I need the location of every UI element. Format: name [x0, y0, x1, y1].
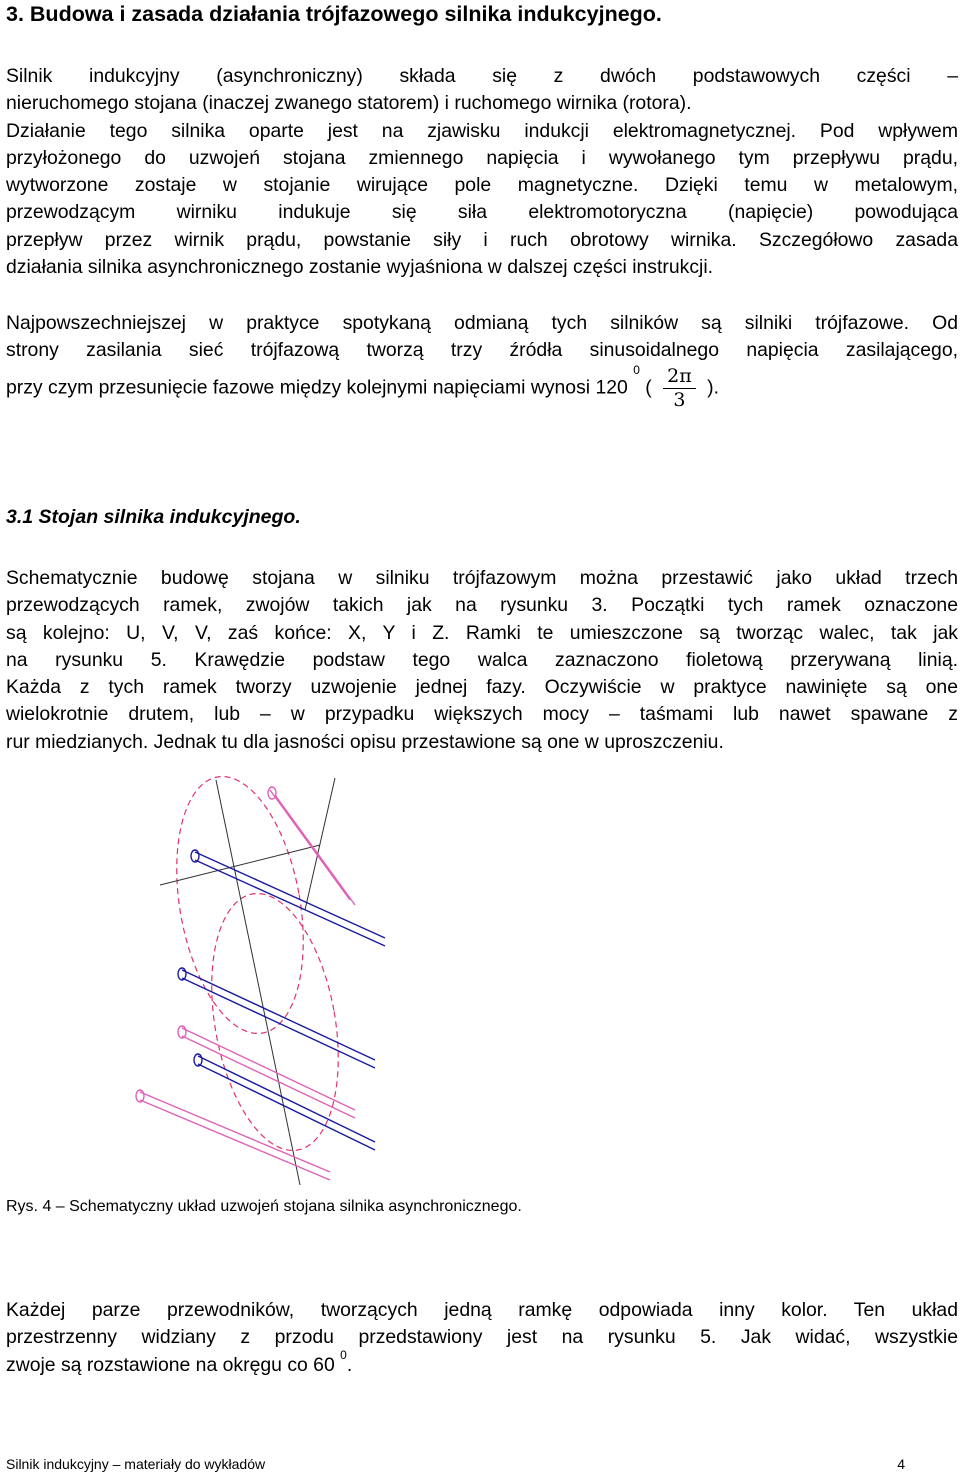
text-line: rur miedzianych. Jednak tu dla jasności opisu przestawione są one w uproszczeniu.	[6, 730, 724, 753]
conductor-pink	[140, 1100, 330, 1180]
text-line: przewodzącym wirniku indukuje się siła elektromotoryczna (napięcie) powodująca	[6, 201, 958, 224]
text-line: Każdej parze przewodników, tworzących jedną ramkę odpowiada inny kolor. Ten układ	[6, 1299, 958, 1321]
phase-shift-line	[6, 362, 958, 411]
text-line: Działanie tego silnika oparte jest na zjawisku indukcji elektromagnetycznej. Pod wpływem	[6, 119, 958, 142]
fraction-denominator: 3	[673, 388, 686, 411]
section-heading: 3. Budowa i zasada działania trójfazowego silnika indukcyjnego.	[6, 2, 662, 26]
text-line: przestrzenny widziany z przodu przedstawiony jest na rysunku 5. Jak widać, wszystkie	[6, 1326, 958, 1349]
fraction-numerator: 2π	[663, 367, 696, 389]
conductor-pink	[270, 790, 350, 900]
conductor-blue	[182, 978, 375, 1068]
text-line: na rysunku 5. Krawędzie podstaw tego walca zaznaczono fioletową przerywaną linią.	[6, 648, 958, 671]
text-line: Każda z tych ramek tworzy uzwojenie jednej fazy. Oczywiście w praktyce nawinięte są one	[6, 676, 958, 699]
conductor-pink	[182, 1036, 355, 1118]
text-line: przyłożonego do uzwojeń stojana zmiennego napięcia i wywołanego tym przepływu prądu,	[6, 146, 958, 169]
conductor-blue	[182, 970, 375, 1060]
paragraph-stator	[6, 565, 958, 756]
conductor-blue	[198, 1056, 375, 1142]
text-line: Silnik indukcyjny (asynchroniczny) składa się z dwóch podstawowych części –	[6, 65, 958, 87]
page-number: 4	[897, 1456, 905, 1472]
text-line: przewodzących ramek, zwojów takich jak na rysunku 3. Początki tych ramek oznaczone	[6, 594, 958, 617]
text-line: strony zasilania sieć trójfazową tworzą trzy źródła sinusoidalnego napięcia zasilającego,	[6, 339, 958, 362]
text-line: zwoje są rozstawione na okręgu co 60	[6, 1353, 335, 1376]
text-line: działania silnika asynchronicznego zostanie wyjaśniona w dalszej części instrukcji.	[6, 256, 714, 279]
text-line: przy czym przesunięcie fazowe między kolejnymi napięciami wynosi 120	[6, 376, 628, 399]
degree-mark: 0	[633, 362, 640, 377]
subsection-heading: 3.1 Stojan silnika indukcyjnego.	[6, 506, 301, 528]
text-line: Najpowszechniejszej w praktyce spotykaną odmianą tych silników są silniki trójfazowe. Od	[6, 312, 958, 334]
text-line: nieruchomego stojana (inaczej zwanego statorem) i ruchomego wirnika (rotora).	[6, 92, 692, 115]
spacing-line	[6, 1347, 958, 1379]
conductor-pink	[140, 1092, 330, 1172]
paragraph-intro	[6, 63, 958, 281]
text-line: Schematycznie budowę stojana w silniku trójfazowym można przestawić jako układ trzech	[6, 567, 958, 589]
text-line: są kolejno: U, V, V, zaś końce: X, Y i Z. Ramki te umieszczone są tworząc walec, tak jak	[6, 621, 958, 644]
axis-lines	[160, 778, 335, 1185]
top-base-dashed-ellipse	[158, 767, 321, 1044]
paragraph-front-view	[6, 1297, 958, 1379]
text-line: wielokrotnie drutem, lub – w przypadku większych mocy – taśmami lub nawet spawane z	[6, 703, 958, 726]
open-paren: (	[645, 376, 652, 399]
close-paren: ).	[707, 376, 719, 399]
conductor-blue	[195, 852, 385, 938]
footer-title: Silnik indukcyjny – materiały do wykładów	[6, 1456, 266, 1472]
stator-winding-figure	[120, 760, 420, 1185]
fraction-two-pi-over-three	[663, 364, 696, 411]
axis-line	[216, 780, 300, 1185]
conductors	[136, 787, 385, 1180]
cylinder-base-edges	[158, 767, 356, 1161]
conductor-blue	[195, 860, 385, 946]
period: .	[346, 1353, 353, 1376]
page-footer	[6, 1456, 905, 1474]
paragraph-three-phase	[6, 310, 958, 410]
figure-caption: Rys. 4 – Schematyczny układ uzwojeń stojana silnika asynchronicznego.	[6, 1198, 522, 1215]
text-line: wytworzone zostaje w stojanie wirujące pole magnetyczne. Dzięki temu w metalowym,	[6, 174, 958, 197]
text-line: przepływ przez wirnik prądu, powstanie siły i ruch obrotowy wirnika. Szczegółowo zasada	[6, 228, 958, 251]
degree-mark: 0	[340, 1347, 347, 1362]
